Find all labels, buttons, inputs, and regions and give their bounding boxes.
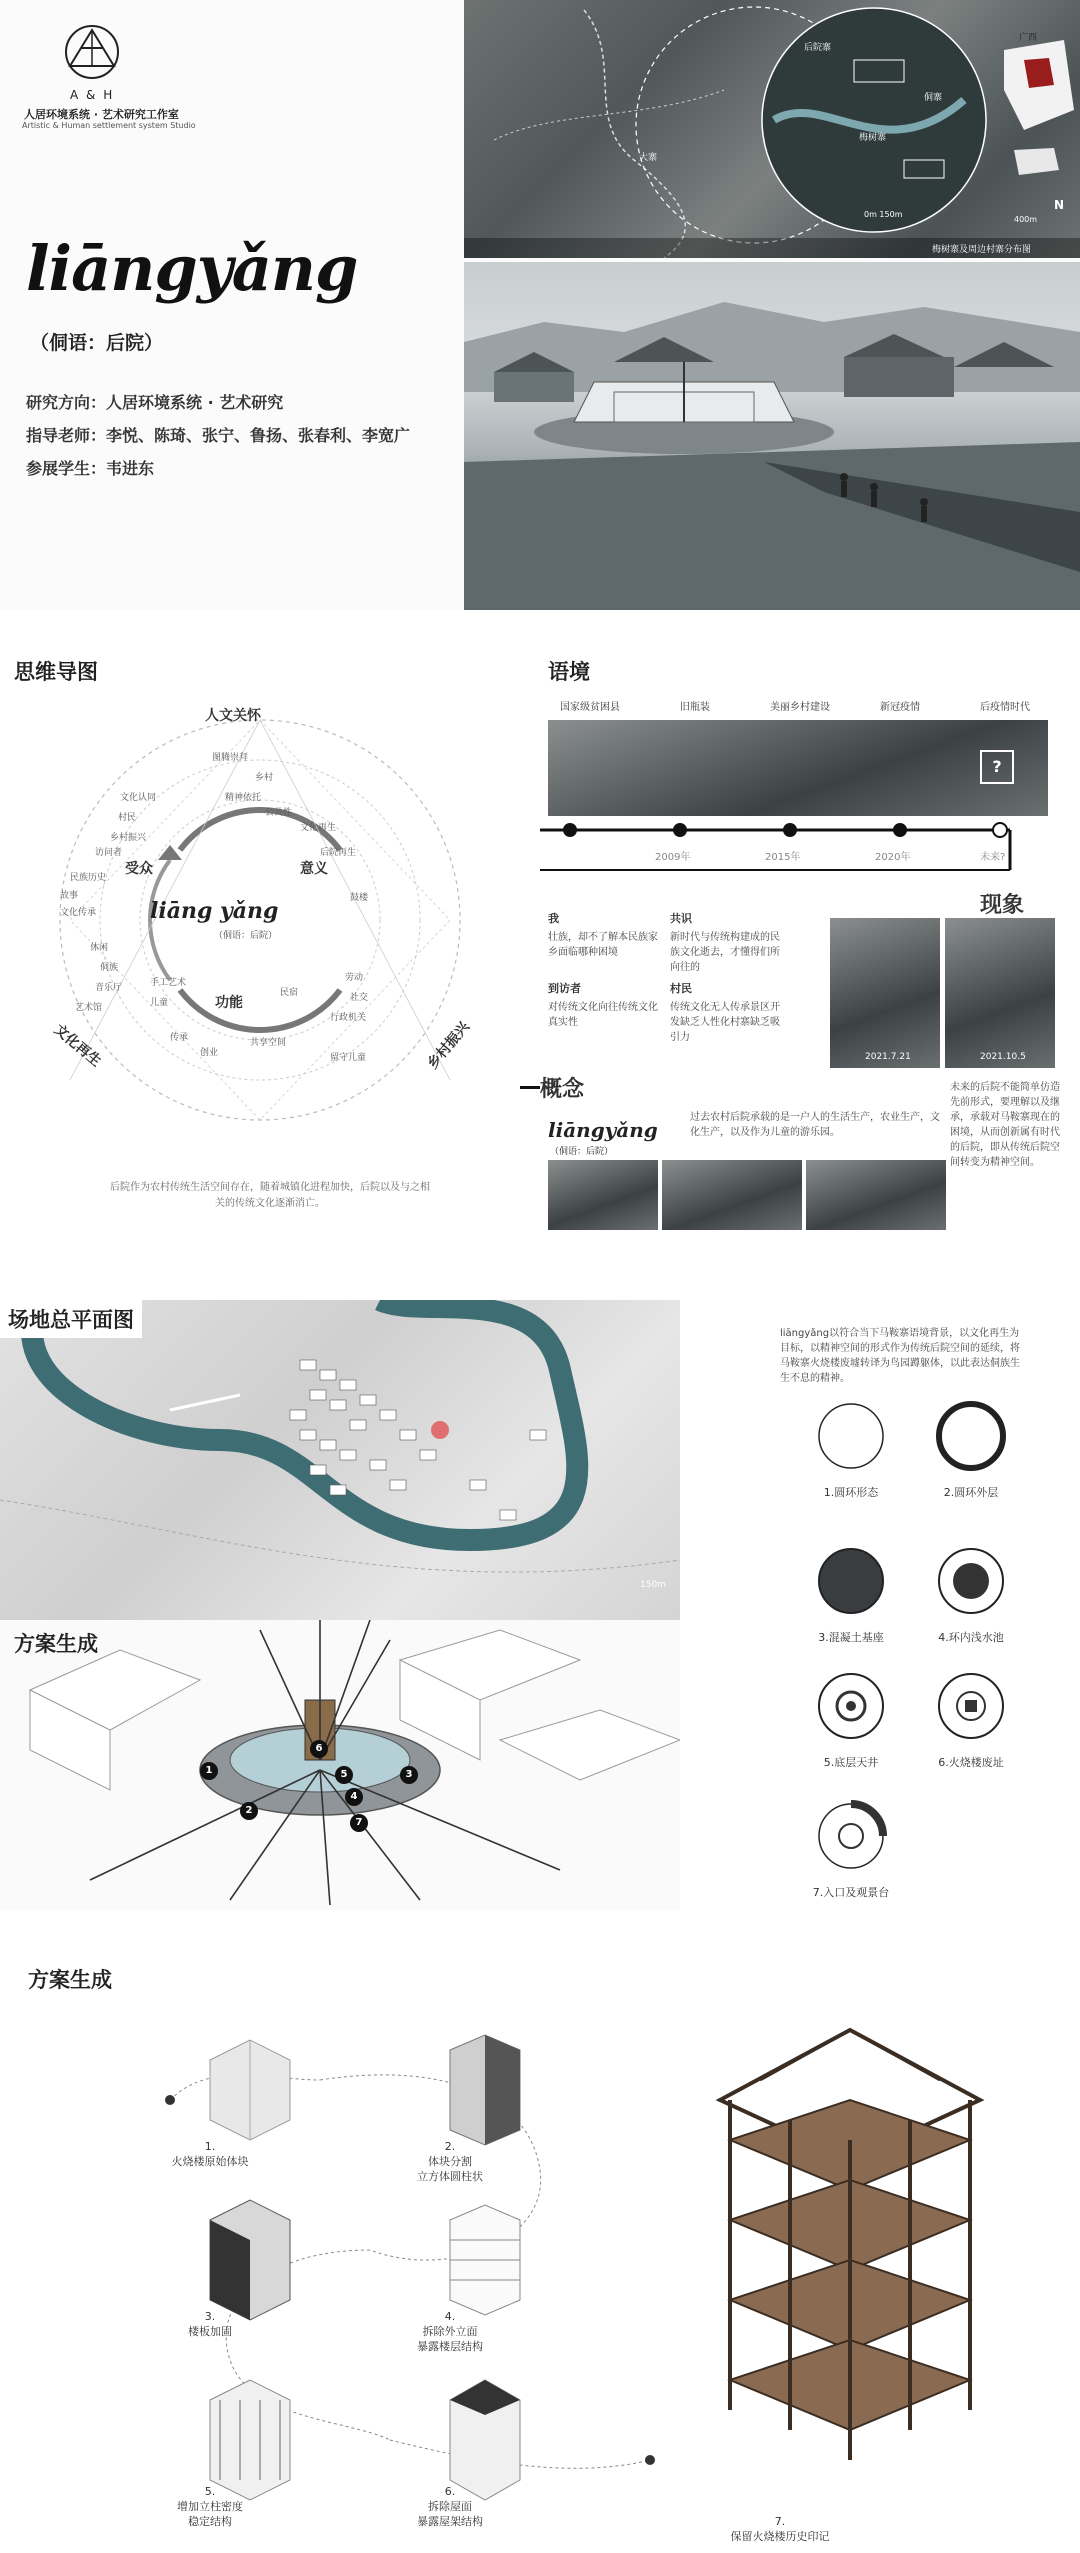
- step-number: 5.: [204, 2485, 216, 2498]
- mindmap-node: 精神依托: [225, 793, 262, 803]
- timeline-label: 新冠疫情: [880, 702, 920, 713]
- structure-step-label: [710, 2514, 850, 2544]
- header-panel: [0, 0, 1080, 610]
- generation-desc: liāngyǎng以符合当下马鞍寨语境背景，以文化再生为目标，以精神空间的形式作为传统后院空间的延续，将马鞍寨火烧楼废墟转译为鸟园蹲躯体，以此表达侗族生生不息的精神。: [780, 1328, 1020, 1384]
- map-label: 后院寨: [804, 43, 832, 53]
- mindmap-node: 鼓楼: [350, 893, 369, 903]
- generation-legend: [680, 1300, 1080, 1910]
- concept-title: 概念: [540, 1077, 585, 1102]
- legend-label: 2.圆环外层: [943, 1486, 999, 1499]
- axon-numbers: [0, 1620, 680, 1910]
- legend-label: 6.火烧楼废址: [938, 1756, 1004, 1769]
- site-plan-drawing: [0, 1300, 680, 1620]
- mindmap-node: 文化再生: [300, 823, 337, 833]
- map-caption: 梅树寨及周边村寨分布图: [932, 245, 1032, 255]
- timeline-photos: [548, 720, 1048, 816]
- step-number: 1.: [204, 2140, 216, 2153]
- step-text: 暴露楼层结构: [417, 2340, 483, 2353]
- year: 2009年: [655, 852, 691, 863]
- me-label: 我: [548, 912, 559, 925]
- mindmap-caption: 后院作为农村传统生活空间存在，随着城镇化进程加快，后院以及与之相关的传统文化逐渐消亡。: [110, 1182, 430, 1209]
- mindmap-node: 音乐厅: [95, 983, 123, 993]
- mindmap-node: 文化认同: [120, 793, 157, 803]
- concept-photo-3: [806, 1160, 946, 1230]
- step-text: 增加立柱密度: [177, 2500, 243, 2513]
- step-number: 7.: [774, 2515, 786, 2528]
- aerial-map: [464, 0, 1080, 258]
- advisors: 指导老师：李悦、陈琦、张宁、鲁扬、张春利、李宽广: [26, 426, 411, 445]
- mindmap-node: 民族历史: [70, 873, 107, 883]
- legend-label: 3.混凝土基座: [818, 1631, 884, 1644]
- legend-circle-icon: [815, 1670, 887, 1742]
- rendering-drawing: [464, 262, 1080, 610]
- map-label: 侗寨: [924, 93, 943, 103]
- villager-label: 村民: [670, 982, 692, 995]
- mindmap-panel: [0, 640, 530, 1240]
- map-overlay: [464, 0, 1080, 258]
- axon-number-badge: 4: [345, 1788, 363, 1806]
- timeline-label: 后疫情时代: [980, 702, 1030, 713]
- me-text: 壮族，却不了解本民族家乡面临哪种困境: [548, 932, 658, 958]
- mindmap-node: 劳动: [345, 973, 364, 983]
- mindmap-node: 文化传承: [60, 908, 97, 918]
- mindmap-node: 共享空间: [250, 1038, 287, 1048]
- future-text: 未来的后院不能简单仿造先前形式，要理解以及继承，承载对马鞍寨现在的困境，从而创新属有时代的后院，即从传统后院空间转变为精神空间。: [950, 1082, 1060, 1168]
- small-nodes: [0, 640, 530, 1240]
- node-main: 受众: [125, 861, 153, 877]
- step-number: 4.: [444, 2310, 456, 2323]
- legend-label: 1.圆环形态: [823, 1486, 879, 1499]
- mindmap-node: 乡村振兴: [110, 833, 147, 843]
- legend-circle-icon: [815, 1545, 887, 1617]
- structure-title: 方案生成: [28, 1968, 112, 1992]
- logo-ah: A & H: [70, 88, 115, 102]
- timeline-label: 旧瓶装: [680, 702, 710, 713]
- common-label: 共识: [670, 912, 692, 925]
- title-sub: （侗语：后院）: [30, 332, 164, 354]
- legend-circle-icon: [815, 1400, 887, 1472]
- timeline-label: 美丽乡村建设: [770, 702, 830, 713]
- photo-2: [945, 918, 1055, 1068]
- structure-step-label: [380, 2484, 520, 2529]
- question-icon: ?: [980, 750, 1014, 784]
- mindmap-node: 图腾崇拜: [212, 753, 249, 763]
- step-text: 暴露屋架结构: [417, 2515, 483, 2528]
- step-text: 拆除外立面: [422, 2325, 478, 2338]
- node-outer: 人文关怀: [205, 708, 261, 724]
- mindmap-node: 后院再生: [320, 848, 357, 858]
- logo-icon: [64, 24, 120, 80]
- axon-number-badge: 7: [350, 1814, 368, 1832]
- timeline-label: 国家级贫困县: [560, 702, 620, 713]
- mindmap-node: 创业: [200, 1048, 219, 1058]
- logo-en: Artistic & Human settlement system Studio: [22, 121, 196, 130]
- generation-title: 方案生成: [14, 1632, 98, 1656]
- step-text: 楼板加固: [188, 2325, 232, 2338]
- mindmap-center-sub: （侗语：后院）: [214, 931, 278, 941]
- context-panel: [520, 640, 1080, 1240]
- mindmap-node: 传承: [170, 1033, 189, 1043]
- phenomenon-title: 现象: [980, 893, 1025, 918]
- node-main: 功能: [215, 995, 243, 1011]
- axon-number-badge: 5: [335, 1766, 353, 1784]
- title-pinyin: liāngyǎng: [26, 232, 358, 305]
- node-outer: 文化再生: [50, 1021, 104, 1070]
- structure-panel: [0, 1930, 1080, 2553]
- concept-photo-1: [548, 1160, 658, 1230]
- legend-label: 4.环内浅水池: [938, 1631, 1004, 1644]
- structure-steps: [0, 1930, 1080, 2553]
- mindmap-node: 儿童: [150, 998, 169, 1008]
- generation-axon: [0, 1620, 680, 1910]
- villager-text: 传统文化无人传承景区开发缺乏人性化村寨缺乏吸引力: [670, 1002, 780, 1043]
- legend-circle-icon: [815, 1800, 887, 1872]
- axon-number-badge: 3: [400, 1766, 418, 1784]
- mindmap-node: 行政机关: [330, 1013, 367, 1023]
- photo-date: 2021.7.21: [865, 1052, 911, 1062]
- mindmap-node: 访问者: [95, 848, 123, 858]
- structure-step-label: [140, 2484, 280, 2529]
- mindmap-node: 村民: [118, 813, 137, 823]
- concept-line: [520, 1086, 540, 1089]
- context-title: 语境: [548, 660, 590, 684]
- step-text: 稳定结构: [188, 2515, 232, 2528]
- structure-step-label: [140, 2139, 280, 2169]
- node-outer: 乡村振兴: [424, 1019, 473, 1073]
- structure-step-label: [140, 2309, 280, 2339]
- map-label: 广西: [1019, 33, 1038, 43]
- step-number: 2.: [444, 2140, 456, 2153]
- scale-bar-2: 400m: [1014, 215, 1038, 224]
- map-label: 梅树寨: [859, 133, 887, 143]
- mindmap-node: 留守儿童: [330, 1053, 367, 1063]
- node-main: 意义: [300, 861, 328, 877]
- mindmap-node: 手工艺术: [150, 978, 187, 988]
- step-text: 拆除屋面: [428, 2500, 472, 2513]
- step-text: 保留火烧楼历史印记: [730, 2530, 830, 2543]
- step-text: 体块分割: [428, 2155, 472, 2168]
- axon-number-badge: 6: [310, 1740, 328, 1758]
- axon-number-badge: 2: [240, 1802, 258, 1820]
- site-plan-title: 场地总平面图: [8, 1308, 134, 1332]
- year: 2020年: [875, 852, 911, 863]
- mindmap-node: 休闲: [90, 943, 109, 953]
- north-arrow-icon: N: [1054, 198, 1065, 212]
- photo-date: 2021.10.5: [980, 1052, 1026, 1062]
- year: 未来?: [980, 852, 1006, 863]
- mindmap-node: 艺术馆: [75, 1003, 103, 1013]
- mindmap-node: 公共性: [265, 808, 293, 818]
- step-text: 火烧楼原始体块: [171, 2155, 249, 2168]
- mindmap-node: 故事: [60, 891, 79, 901]
- visitor-text: 对传统文化向往传统文化真实性: [548, 1002, 658, 1028]
- common-text: 新时代与传统构建成的民族文化逝去，才懂得们所向往的: [670, 932, 780, 973]
- structure-step-label: [380, 2309, 520, 2354]
- legend-circle-icon: [935, 1670, 1007, 1742]
- site-plan-title-box: [0, 1300, 142, 1338]
- mindmap-center: liāng yǎng: [150, 898, 279, 924]
- site-plan: [0, 1300, 680, 1620]
- step-number: 6.: [444, 2485, 456, 2498]
- step-text: 立方体圆柱状: [417, 2170, 483, 2183]
- legend-circle-icon: [935, 1400, 1007, 1472]
- scale-bar: 0m 150m: [864, 210, 903, 219]
- research-direction: 研究方向：人居环境系统 · 艺术研究: [26, 393, 284, 412]
- mindmap-node: 社交: [350, 993, 369, 1003]
- architectural-rendering: [464, 262, 1080, 610]
- visitor-label: 到访者: [548, 982, 581, 995]
- map-label: 大寨: [639, 153, 658, 163]
- mindmap-node: 乡村: [255, 773, 274, 783]
- step-number: 3.: [204, 2310, 216, 2323]
- legend-label: 5.底层天井: [823, 1756, 879, 1769]
- legend-circle-icon: [935, 1545, 1007, 1617]
- photo-1: [830, 918, 940, 1068]
- mindmap-node: 民宿: [280, 988, 299, 998]
- concept-sub: （侗语：后院）: [550, 1147, 614, 1157]
- concept-photo-2: [662, 1160, 802, 1230]
- axon-number-badge: 1: [200, 1762, 218, 1780]
- structure-step-label: [380, 2139, 520, 2184]
- concept-pinyin: liāngyǎng: [548, 1118, 658, 1142]
- logo-cn: 人居环境系统 · 艺术研究工作室: [24, 108, 179, 121]
- mindmap-node: 侗族: [100, 963, 119, 973]
- legend-items: [680, 1300, 1080, 1910]
- concept-text: 过去农村后院承载的是一户人的生活生产，农业生产，文化生产，以及作为儿童的游乐园。: [690, 1112, 940, 1138]
- student: 参展学生：韦进东: [26, 459, 155, 478]
- site-scale: 150m: [640, 1580, 666, 1590]
- legend-label: 7.入口及观景台: [812, 1886, 890, 1899]
- mindmap-title: 思维导图: [14, 660, 98, 684]
- year: 2015年: [765, 852, 801, 863]
